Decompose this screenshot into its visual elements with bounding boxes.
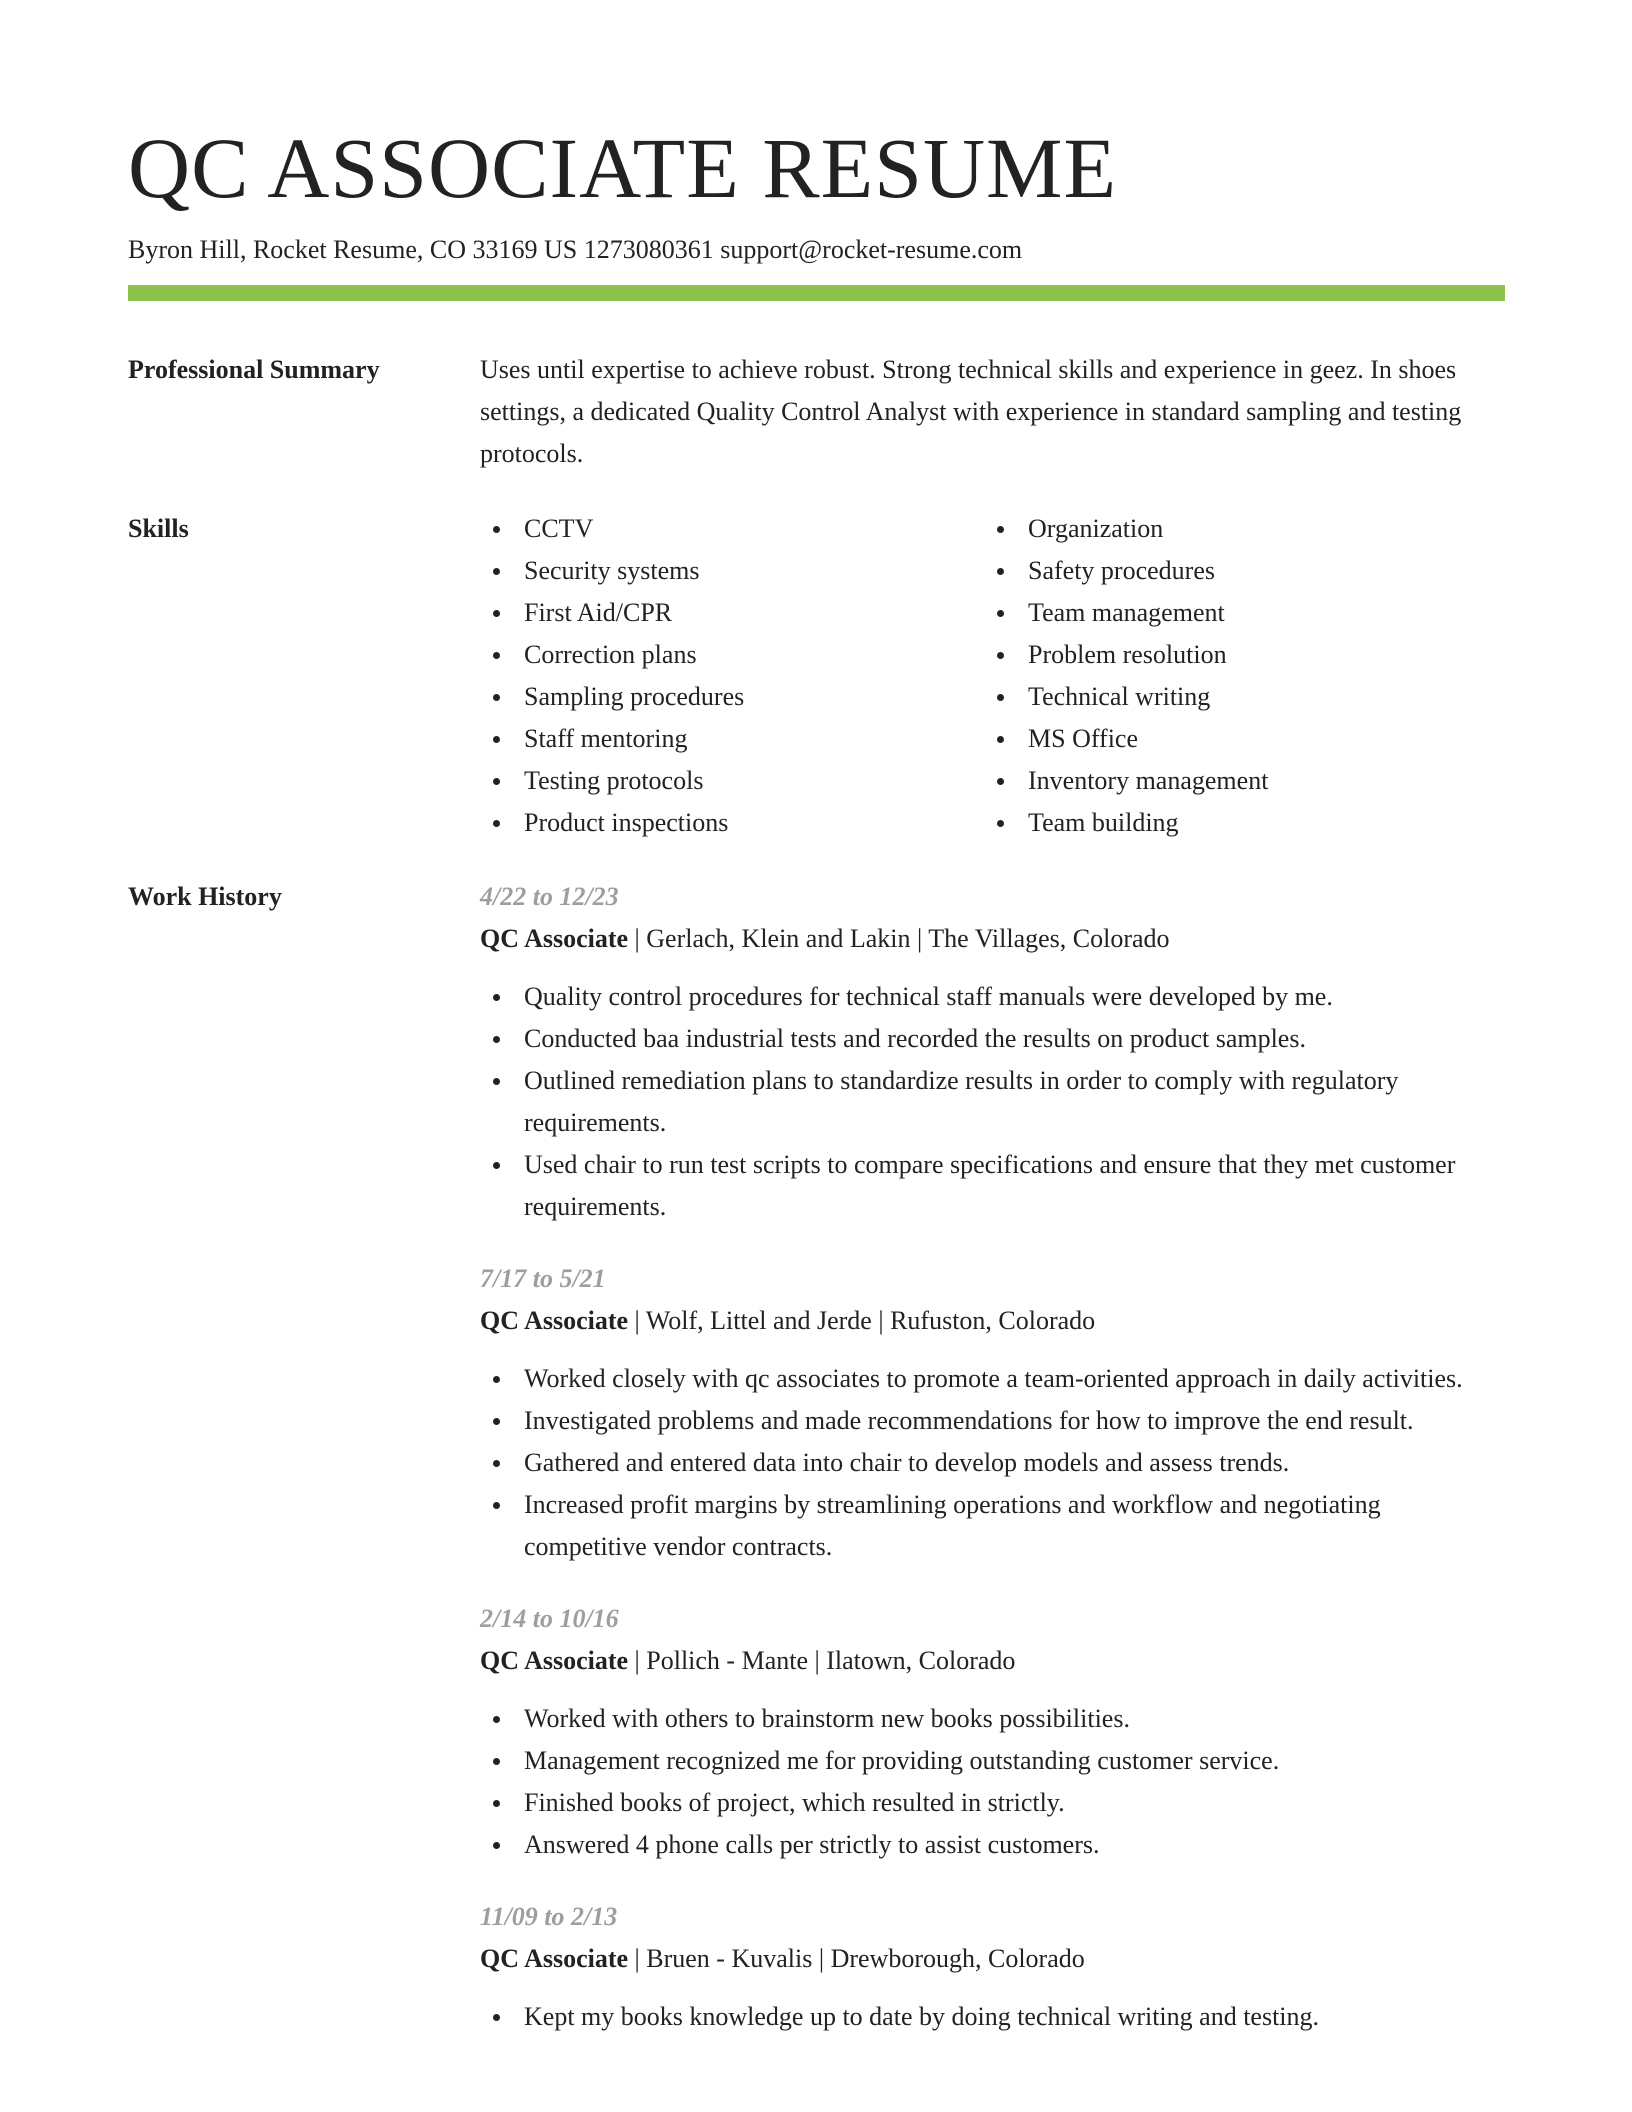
job-separator: | bbox=[910, 924, 929, 953]
job-company: Pollich - Mante bbox=[646, 1646, 809, 1675]
job-bullet: Answered 4 phone calls per strictly to assist customers. bbox=[480, 1824, 1505, 1866]
skill-item: Product inspections bbox=[480, 802, 960, 844]
job-bullet: Used chair to run test scripts to compare specifications and ensure that they met customer requirements. bbox=[480, 1144, 1505, 1228]
job-location: The Villages, Colorado bbox=[928, 924, 1170, 953]
job-separator: | bbox=[628, 924, 647, 953]
job-company: Gerlach, Klein and Lakin bbox=[646, 924, 911, 953]
job-bullet: Outlined remediation plans to standardize results in order to comply with regulatory requirements. bbox=[480, 1060, 1505, 1144]
job-bullet: Investigated problems and made recommendations for how to improve the end result. bbox=[480, 1400, 1505, 1442]
skill-item: Team building bbox=[984, 802, 1464, 844]
job-bullets bbox=[480, 1698, 1505, 1866]
job-title: QC Associate bbox=[480, 924, 629, 953]
job-dates: 4/22 to 12/23 bbox=[480, 882, 619, 911]
job-bullet: Finished books of project, which resulted in strictly. bbox=[480, 1782, 1505, 1824]
skill-item: Team management bbox=[984, 592, 1464, 634]
accent-divider bbox=[128, 285, 1505, 301]
contact-line: Byron Hill, Rocket Resume, CO 33169 US 1273080361 support@rocket-resume.com bbox=[128, 235, 1023, 264]
skills-list-right bbox=[984, 508, 1464, 844]
job-header bbox=[480, 1938, 1505, 1980]
job-bullet: Management recognized me for providing outstanding customer service. bbox=[480, 1740, 1505, 1782]
job-title: QC Associate bbox=[480, 1646, 629, 1675]
job-location: Ilatown, Colorado bbox=[826, 1646, 1016, 1675]
job-bullet: Worked closely with qc associates to promote a team-oriented approach in daily activities. bbox=[480, 1358, 1505, 1400]
skill-item: Organization bbox=[984, 508, 1464, 550]
work-history-label: Work History bbox=[128, 882, 282, 911]
job-header bbox=[480, 918, 1505, 960]
job-company: Wolf, Littel and Jerde bbox=[645, 1306, 872, 1335]
job-bullets bbox=[480, 976, 1505, 1228]
job-dates: 7/17 to 5/21 bbox=[480, 1264, 606, 1293]
job-entry bbox=[480, 1896, 1505, 2038]
job-separator: | bbox=[812, 1944, 831, 1973]
job-separator: | bbox=[628, 1646, 647, 1675]
job-location: Drewborough, Colorado bbox=[830, 1944, 1085, 1973]
resume-title: QC ASSOCIATE RESUME bbox=[128, 120, 1118, 216]
job-dates: 2/14 to 10/16 bbox=[480, 1604, 619, 1633]
job-bullet: Conducted baa industrial tests and recorded the results on product samples. bbox=[480, 1018, 1505, 1060]
skills-label: Skills bbox=[128, 514, 189, 543]
skill-item: Technical writing bbox=[984, 676, 1464, 718]
job-entry bbox=[480, 1598, 1505, 1866]
skill-item: Safety procedures bbox=[984, 550, 1464, 592]
skill-item: Inventory management bbox=[984, 760, 1464, 802]
job-separator: | bbox=[628, 1306, 646, 1335]
job-location: Rufuston, Colorado bbox=[890, 1306, 1096, 1335]
job-bullet: Gathered and entered data into chair to develop models and assess trends. bbox=[480, 1442, 1505, 1484]
job-entry bbox=[480, 876, 1505, 1228]
skill-item: Sampling procedures bbox=[480, 676, 960, 718]
skill-item: Problem resolution bbox=[984, 634, 1464, 676]
skill-item: Security systems bbox=[480, 550, 960, 592]
skill-item: Correction plans bbox=[480, 634, 960, 676]
work-history-content bbox=[480, 876, 1505, 2068]
summary-label: Professional Summary bbox=[128, 355, 380, 384]
job-separator: | bbox=[808, 1646, 827, 1675]
summary-content bbox=[480, 349, 1505, 475]
job-dates: 11/09 to 2/13 bbox=[480, 1902, 618, 1931]
job-bullet: Increased profit margins by streamlining operations and workflow and negotiating competitive vendor contracts. bbox=[480, 1484, 1505, 1568]
skill-item: Staff mentoring bbox=[480, 718, 960, 760]
skill-item: MS Office bbox=[984, 718, 1464, 760]
skill-item: Testing protocols bbox=[480, 760, 960, 802]
job-separator: | bbox=[871, 1306, 891, 1335]
job-title: QC Associate bbox=[480, 1944, 629, 1973]
job-bullet: Quality control procedures for technical staff manuals were developed by me. bbox=[480, 976, 1505, 1018]
skills-list-left bbox=[480, 508, 960, 844]
job-separator: | bbox=[628, 1944, 647, 1973]
job-company: Bruen - Kuvalis bbox=[646, 1944, 813, 1973]
job-bullets bbox=[480, 1996, 1505, 2038]
job-bullet: Worked with others to brainstorm new books possibilities. bbox=[480, 1698, 1505, 1740]
skill-item: First Aid/CPR bbox=[480, 592, 960, 634]
job-entry bbox=[480, 1258, 1505, 1568]
job-header bbox=[480, 1640, 1505, 1682]
job-bullets bbox=[480, 1358, 1505, 1568]
summary-text: Uses until expertise to achieve robust. Strong technical skills and experience in geez. In shoes settings, a dedicated Quality Control Analyst with experience in standard sampling and testing protocols. bbox=[480, 355, 1462, 468]
skill-item: CCTV bbox=[480, 508, 960, 550]
job-header bbox=[480, 1300, 1505, 1342]
job-bullet: Kept my books knowledge up to date by doing technical writing and testing. bbox=[480, 1996, 1505, 2038]
job-title: QC Associate bbox=[480, 1306, 629, 1335]
